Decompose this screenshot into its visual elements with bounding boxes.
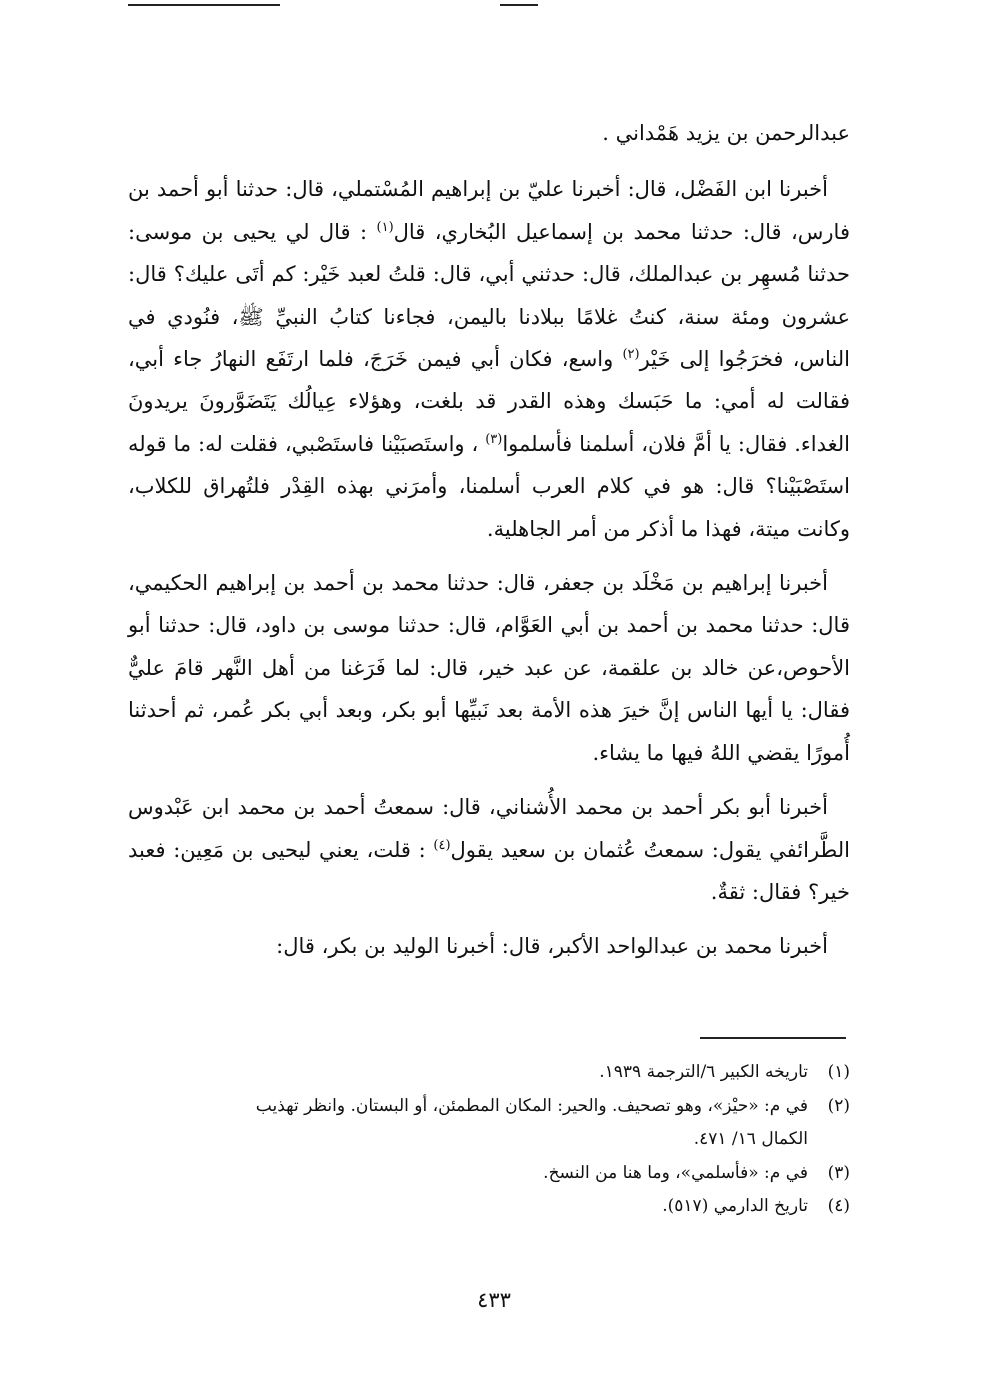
footnote-number: (١) bbox=[827, 1062, 850, 1082]
footnote-4 bbox=[128, 1190, 850, 1224]
paragraph-1 bbox=[128, 168, 850, 550]
footnote-ref-2: (٢) bbox=[622, 347, 640, 363]
footnote-2-continuation: الكمال ١٦/ ٤٧١. bbox=[693, 1129, 808, 1149]
footnote-text: في م: «حيْز»، وهو تصحيف. والحير: المكان المطمئن، أو البستان. وانظر تهذيب bbox=[255, 1095, 808, 1116]
paragraph-2: أخبرنا إبراهيم بن مَخْلَد بن جعفر، قال: حدثنا محمد بن أحمد بن إبراهيم الحكيمي، قال: حدثنا محمد بن أحمد بن أبي العَوَّام، قال: حدثنا موسى بن داود، قال: حدثنا أبو الأحوص،عن خالد بن علقمة، عن عبد خير، قال: لما فَرَغنا من أهل النَّهر قامَ عليٌّ فقال: يا أيها الناس إنَّ خيرَ هذه الأمة بعد نَبيِّها أبو بكر، وبعد أبي بكر عُمر، ثم أحدثنا أُمورًا يقضي اللهُ فيها ما يشاء. bbox=[128, 571, 850, 765]
paragraph-text: ، واستَصبَيْنا فاستَصْبي، فقلت له: ما قوله استَصْبَيْنا؟ قال: هو في كلام العرب أسلمنا، وأمرَني بهذه القِدْر فلتُهراق للكلاب، وكانت ميتة، فهذا ما أذكر من أمر الجاهلية. bbox=[128, 431, 850, 541]
footnote-2 bbox=[128, 1090, 850, 1124]
top-rule-left bbox=[128, 4, 280, 6]
footnote-ref-1: (١) bbox=[376, 219, 394, 235]
paragraph-text: أخبرنا أبو بكر أحمد بن محمد الأُشناني، قال: سمعتُ أحمد بن محمد ابن عَبْدوس الطَّرائفي يقول: سمعتُ عُثمان بن سعيد يقول bbox=[128, 795, 850, 862]
footnote-ref-3: (٣) bbox=[485, 431, 503, 447]
footnote-3 bbox=[128, 1157, 850, 1191]
footnote-1 bbox=[128, 1056, 850, 1090]
footnote-text: تاريخه الكبير ٦/الترجمة ١٩٣٩. bbox=[599, 1062, 808, 1082]
page-number: ٤٣٣ bbox=[477, 1288, 511, 1312]
footnote-text: تاريخ الدارمي (٥١٧). bbox=[662, 1196, 808, 1216]
paragraph-text: : قلت، يعني ليحيى بن مَعِين: فعبد خير؟ فقال: ثقةٌ. bbox=[128, 837, 850, 904]
paragraph-4: أخبرنا محمد بن عبدالواحد الأكبر، قال: أخبرنا الوليد بن بكر، قال: bbox=[276, 934, 828, 959]
footnote-number: (٣) bbox=[827, 1162, 850, 1183]
footnotes bbox=[128, 1056, 850, 1224]
paragraph-text: أخبرنا ابن الفَضْل، قال: أخبرنا عليّ بن إبراهيم المُسْتملي، قال: حدثنا أبو أحمد بن فارس، قال: حدثنا محمد بن إسماعيل البُخاري، قال bbox=[128, 177, 850, 244]
paragraph-text: واسع، فكان أبي فيمن خَرَجَ، فلما ارتَفَع النهارُ جاء أبي، فقالت له أمي: ما حَبَسك وهذه القدر قد بلغت، وهؤلاء عِيالُك يَتَضَوَّرونَ يريدونَ الغداء. فقال: يا أمَّ فلان، أسلمنا فأسلموا bbox=[128, 347, 850, 456]
footnote-number: (٤) bbox=[827, 1196, 850, 1216]
footnote-text: في م: «فأسلمي»، وما هنا من النسخ. bbox=[543, 1162, 808, 1183]
footnote-ref-4: (٤) bbox=[433, 837, 451, 853]
footnote-separator bbox=[700, 1037, 846, 1039]
paragraph-text: : قال لي يحيى بن موسى: حدثنا مُسهِر بن عبدالملك، قال: حدثني أبي، قال: قلتُ لعبد خَيْر: كم أتَى عليك؟ قال: عشرون ومئة سنة، كنتُ غلامًا ببلادنا باليمن، فجاءنا كتابُ النبيِّ ﷺ، فنُودي في الناس، فخرَجُوا إلى خَيْر bbox=[128, 219, 850, 372]
main-text bbox=[128, 112, 850, 980]
paragraph-heading-line: عبدالرحمن بن يزيد هَمْداني . bbox=[602, 121, 850, 145]
paragraph-3 bbox=[128, 786, 850, 913]
footnote-number: (٢) bbox=[827, 1095, 850, 1116]
top-rule-center bbox=[500, 4, 538, 6]
